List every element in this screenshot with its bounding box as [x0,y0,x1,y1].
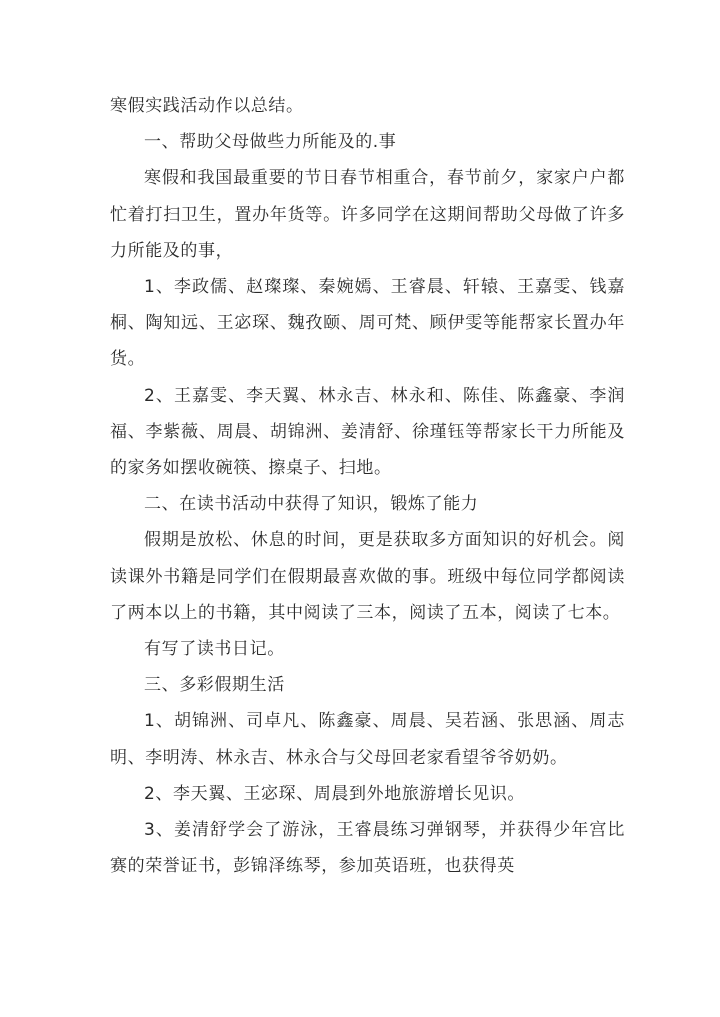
paragraph-reading-diary: 有写了读书日记。 [144,639,285,660]
list-item-visit-hometown: 1、胡锦洲、司卓凡、陈鑫豪、周晨、吴若涵、张思涵、周志明、李明涛、林永吉、林永合与父母回老家看望爷爷奶奶。 [110,711,625,768]
paragraph-reading: 假期是放松、休息的时间，更是获取多方面知识的好机会。阅读课外书籍是同学们在假期最喜欢做的事。班级中每位同学都阅读了两本以上的书籍，其中阅读了三本，阅读了五本，阅读了七本。 [110,530,625,623]
list-item-housework: 2、王嘉雯、李天翼、林永吉、林永和、陈佳、陈鑫豪、李润福、李紫薇、周晨、胡锦洲、姜清舒、徐瑾钰等帮家长干力所能及的家务如摆收碗筷、擦桌子、扫地。 [110,385,625,479]
section-heading-3: 三、多彩假期生活 [144,675,285,696]
list-item-travel: 2、李天翼、王宓琛、周晨到外地旅游增长见识。 [144,783,526,804]
document-body [110,88,625,884]
section-heading-2: 二、在读书活动中获得了知识，锻炼了能力 [144,494,479,515]
section-heading-1: 一、帮助父母做些力所能及的.事 [144,132,397,153]
paragraph-spring-festival: 寒假和我国最重要的节日春节相重合，春节前夕，家家户户都忙着打扫卫生，置办年货等。许多同学在这期间帮助父母做了许多力所能及的事， [110,168,625,261]
list-item-skills: 3、姜清舒学会了游泳，王睿晨练习弹钢琴，并获得少年宫比赛的荣誉证书，彭锦泽练琴，参加英语班，也获得英 [110,820,625,877]
list-item-new-year-goods: 1、李政儒、赵璨璨、秦婉嫣、王睿晨、轩辕、王嘉雯、钱嘉桐、陶知远、王宓琛、魏孜颐、周可梵、顾伊雯等能帮家长置办年货。 [110,277,625,370]
paragraph-summary-line: 寒假实践活动作以总结。 [110,96,304,116]
